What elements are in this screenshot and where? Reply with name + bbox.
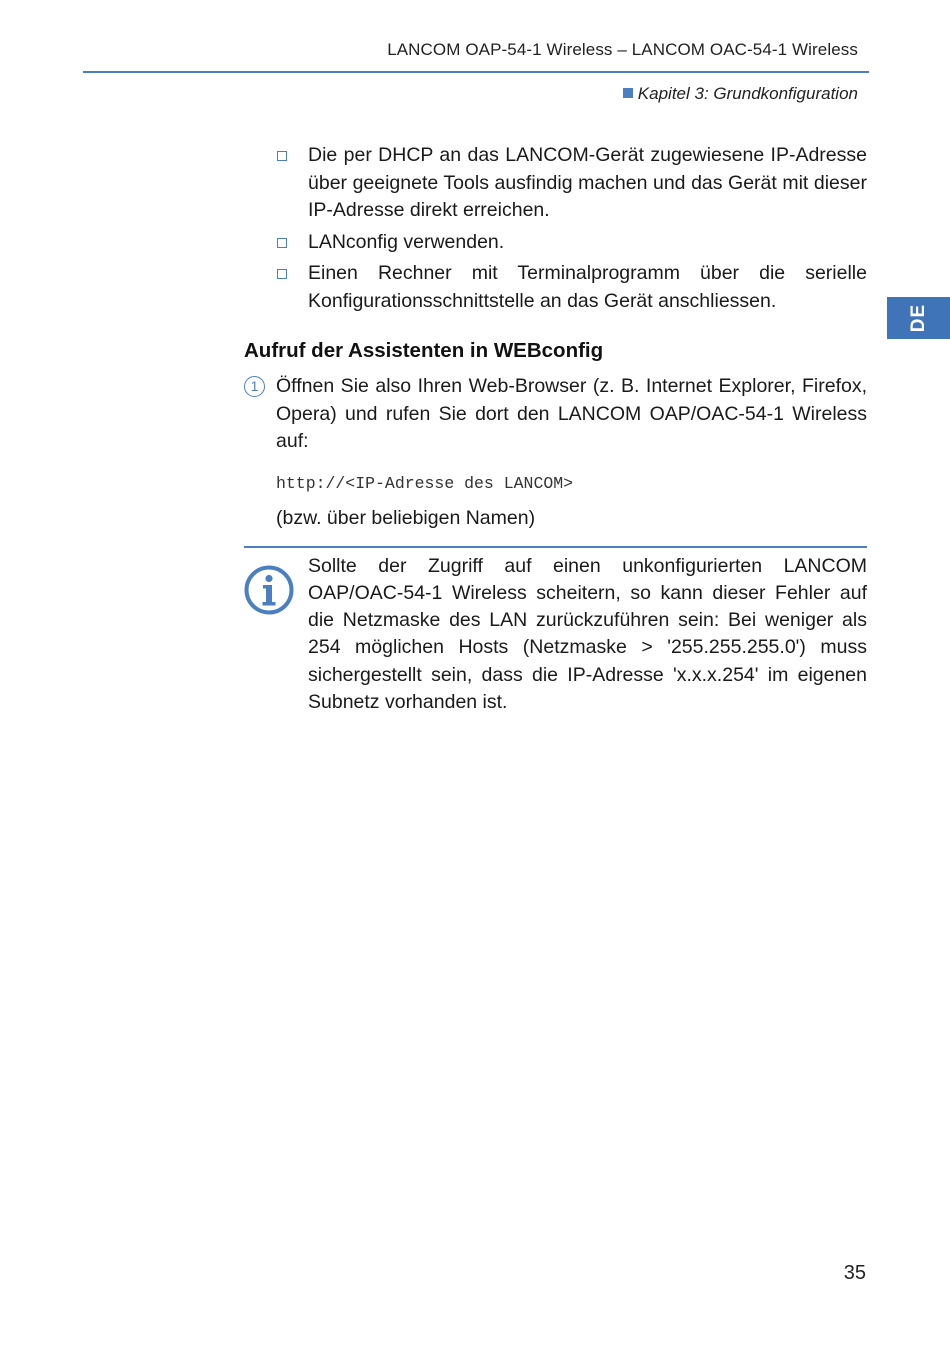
language-tab-label: DE xyxy=(907,303,929,333)
list-item xyxy=(244,142,867,225)
list-item xyxy=(244,229,867,257)
step-text: Öffnen Sie also Ihren Web-Browser (z. B. Internet Explorer, Firefox, Opera) und rufen Sie dort den LANCOM OAP/OAC-54-1 Wireless auf: xyxy=(276,375,867,452)
step-number-circle: 1 xyxy=(244,376,265,397)
bullet-list xyxy=(244,142,867,315)
list-item-text: Einen Rechner mit Terminalprogramm über die serielle Konfigurationsschnittstelle an das Gerät anschliessen. xyxy=(308,262,867,312)
list-item-text: LANconfig verwenden. xyxy=(308,230,505,253)
step-1 xyxy=(244,373,867,456)
url-code: http://<IP-Adresse des LANCOM> xyxy=(276,473,574,493)
section-heading: Aufruf der Assistenten in WEBconfig xyxy=(244,339,604,362)
checkbox-bullet-icon xyxy=(277,238,287,248)
alternative-name-note: (bzw. über beliebigen Namen) xyxy=(276,506,536,529)
list-item-text: Die per DHCP an das LANCOM-Gerät zugewiesene IP-Adresse über geeignete Tools ausfindig machen und das Gerät mit dieser IP-Adresse direkt erreichen. xyxy=(308,144,867,221)
running-header-title: LANCOM OAP-54-1 Wireless – LANCOM OAC-54-1 Wireless xyxy=(387,40,858,59)
note-text: Sollte der Zugriff auf einen unkonfigurierten LANCOM OAP/OAC-54-1 Wireless scheitern, so kann dieser Fehler auf die Netzmaske des LAN zurückzuführen sein: Bei weniger als 254 möglichen Hosts (Netzmaske > '255.255.255.0') muss sichergestellt sein, dass die IP-Adresse 'x.x.x.254' im eigenen Subnetz vorhanden ist. xyxy=(308,554,867,713)
info-icon xyxy=(244,565,294,615)
note-rule xyxy=(244,546,867,548)
list-item xyxy=(244,260,867,315)
chapter-square-icon xyxy=(623,88,633,98)
header-rule xyxy=(83,71,869,73)
checkbox-bullet-icon xyxy=(277,269,287,279)
main-content xyxy=(244,142,867,716)
page-number: 35 xyxy=(843,1262,866,1284)
chapter-label: Kapitel 3: Grundkonfiguration xyxy=(637,84,858,103)
checkbox-bullet-icon xyxy=(277,151,287,161)
chapter-header xyxy=(623,84,858,104)
language-tab xyxy=(887,297,950,339)
info-note xyxy=(244,553,867,717)
